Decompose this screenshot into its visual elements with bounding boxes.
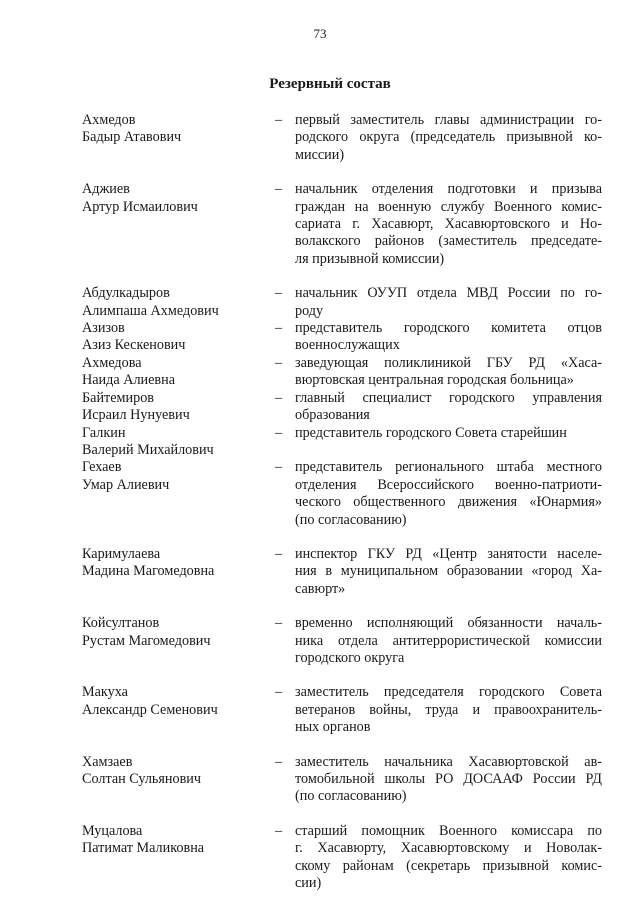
member-name: [82, 546, 275, 581]
member-name: [82, 390, 275, 425]
member-role-line: временно исполняющий обязанности началь-: [295, 615, 602, 632]
member-role: [295, 615, 602, 667]
member-name-line: Муцалова: [82, 822, 143, 839]
dash-separator: –: [275, 822, 283, 839]
member-name: [82, 425, 275, 460]
member-role: [295, 285, 602, 320]
member-role-line: начальник ОУУП отдела МВД России по го-: [295, 285, 602, 302]
member-role-line: (по согласованию): [295, 788, 407, 805]
member-role-line: ния в муниципальном образовании «город Ха-: [295, 563, 602, 580]
dash-separator: –: [275, 320, 283, 337]
member-role-line: начальник отделения подготовки и призыва: [295, 181, 602, 198]
member-role: [295, 390, 602, 425]
member-role: [295, 112, 602, 164]
dash-separator: –: [275, 545, 283, 562]
member-name: [82, 459, 275, 494]
member-name: [82, 112, 275, 147]
member-name-line: Абдулкадыров: [82, 285, 170, 302]
member-role-line: представитель регионального штаба местного: [295, 459, 602, 476]
member-name: [82, 754, 275, 789]
member-name: [82, 285, 275, 320]
member-name-line: Рустам Магомедович: [82, 632, 211, 649]
member-role-line: граждан на военную службу Военного комис-: [295, 198, 602, 215]
member-name-line: Наида Алиевна: [82, 372, 176, 389]
page-number: 73: [313, 26, 327, 41]
member-role-line: сариата г. Хасавюрт, Хасавюртовского и Но-: [295, 216, 602, 233]
member-name-line: Хамзаев: [82, 753, 133, 770]
list-item: [82, 754, 602, 806]
member-role: [295, 684, 602, 736]
member-name-line: Валерий Михайлович: [82, 441, 214, 458]
member-name: [82, 615, 275, 650]
member-role-line: миссии): [295, 146, 345, 163]
member-role-line: заместитель начальника Хасавюртовской ав-: [295, 753, 602, 770]
member-name-line: Койсултанов: [82, 615, 160, 632]
member-name-line: Ахмедова: [82, 354, 142, 371]
member-role-line: г. Хасавюрту, Хасавюртовскому и Новолак-: [295, 840, 602, 857]
dash-separator: –: [275, 285, 283, 302]
list-item: [82, 615, 602, 667]
member-role-line: заместитель председателя городского Совета: [295, 684, 602, 701]
dash-separator: –: [275, 112, 283, 128]
member-name-line: Байтемиров: [82, 389, 154, 406]
dash-separator: –: [275, 424, 283, 441]
member-role-line: городского округа: [295, 649, 405, 666]
member-role-line: отделения Всероссийского военно-патриоти-: [295, 476, 602, 493]
member-role: [295, 425, 602, 442]
member-name-line: Бадыр Атавович: [82, 129, 182, 146]
member-role: [295, 823, 602, 893]
dash-separator: –: [275, 615, 283, 632]
member-role-line: старший помощник Военного комиссара по: [295, 822, 602, 839]
member-name-line: Макуха: [82, 684, 128, 701]
list-item: [82, 390, 602, 425]
member-list: [82, 112, 602, 892]
member-name-line: Алимпаша Ахмедович: [82, 302, 219, 319]
member-name-line: Азиз Кескенович: [82, 337, 186, 354]
member-name-line: Мадина Магомедовна: [82, 563, 215, 580]
list-item: [82, 285, 602, 320]
member-name: [82, 181, 275, 216]
dash-separator: –: [275, 181, 283, 198]
member-role: [295, 546, 602, 598]
member-role: [295, 355, 602, 390]
list-item: [82, 684, 602, 736]
member-role-line: ветеранов войны, труда и правоохранитель-: [295, 701, 602, 718]
member-role-line: томобильной школы РО ДОСААФ России РД: [295, 771, 602, 787]
member-name-line: Галкин: [82, 424, 126, 441]
list-item: [82, 181, 602, 268]
dash-separator: –: [275, 753, 283, 770]
list-item: [82, 823, 602, 893]
member-role-line: инспектор ГКУ РД «Центр занятости населе-: [295, 545, 602, 562]
member-name: [82, 823, 275, 858]
list-item: [82, 112, 602, 164]
member-role-line: заведующая поликлиникой ГБУ РД «Хаса-: [295, 354, 602, 371]
member-role-line: представитель городского Совета старейшин: [295, 424, 567, 441]
member-name-line: Азизов: [82, 320, 125, 337]
dash-separator: –: [275, 354, 283, 371]
member-name-line: Патимат Маликовна: [82, 840, 205, 857]
list-item: [82, 320, 602, 355]
member-name-line: Александр Семенович: [82, 701, 218, 718]
member-name: [82, 355, 275, 390]
member-role-line: скому районам (секретарь призывной комис-: [295, 857, 602, 874]
dash-separator: –: [275, 459, 283, 476]
member-role-line: ных органов: [295, 719, 371, 736]
member-role-line: роду: [295, 302, 324, 319]
member-name-line: Ахмедов: [82, 112, 136, 128]
member-role-line: ля призывной комиссии): [295, 250, 445, 267]
member-role-line: образования: [295, 407, 370, 424]
member-role-line: сии): [295, 875, 322, 892]
member-name-line: Умар Алиевич: [82, 476, 170, 493]
list-item: [82, 459, 602, 529]
list-item: [82, 355, 602, 390]
list-item: [82, 546, 602, 598]
member-role: [295, 459, 602, 529]
member-role-line: савюрт»: [295, 580, 346, 597]
member-role-line: военнослужащих: [295, 337, 400, 354]
member-name-line: Гехаев: [82, 459, 122, 476]
member-name-line: Солтан Сульянович: [82, 771, 202, 787]
dash-separator: –: [275, 389, 283, 406]
member-role-line: волакского районов (заместитель председате-: [295, 233, 602, 250]
member-role: [295, 181, 602, 268]
dash-separator: –: [275, 684, 283, 701]
member-name: [82, 684, 275, 719]
member-role-line: главный специалист городского управления: [295, 389, 602, 406]
list-item: [82, 425, 602, 460]
member-name-line: Исраил Нунуевич: [82, 407, 190, 424]
member-role-line: (по согласованию): [295, 511, 407, 528]
section-title: Резервный состав: [269, 76, 391, 92]
member-role-line: ческого общественного движения «Юнармия»: [295, 494, 602, 511]
member-name-line: Аджиев: [82, 181, 130, 198]
member-role: [295, 754, 602, 806]
member-role-line: ника отдела антитеррористической комиссии: [295, 632, 602, 649]
member-name: [82, 320, 275, 355]
member-name-line: Каримулаева: [82, 545, 161, 562]
member-role-line: родского округа (председатель призывной ко-: [295, 129, 602, 146]
member-role-line: представитель городского комитета отцов: [295, 320, 602, 337]
member-role: [295, 320, 602, 355]
member-role-line: первый заместитель главы администрации го-: [295, 112, 602, 128]
member-role-line: вюртовская центральная городская больница»: [295, 372, 574, 389]
member-name-line: Артур Исмаилович: [82, 198, 198, 215]
